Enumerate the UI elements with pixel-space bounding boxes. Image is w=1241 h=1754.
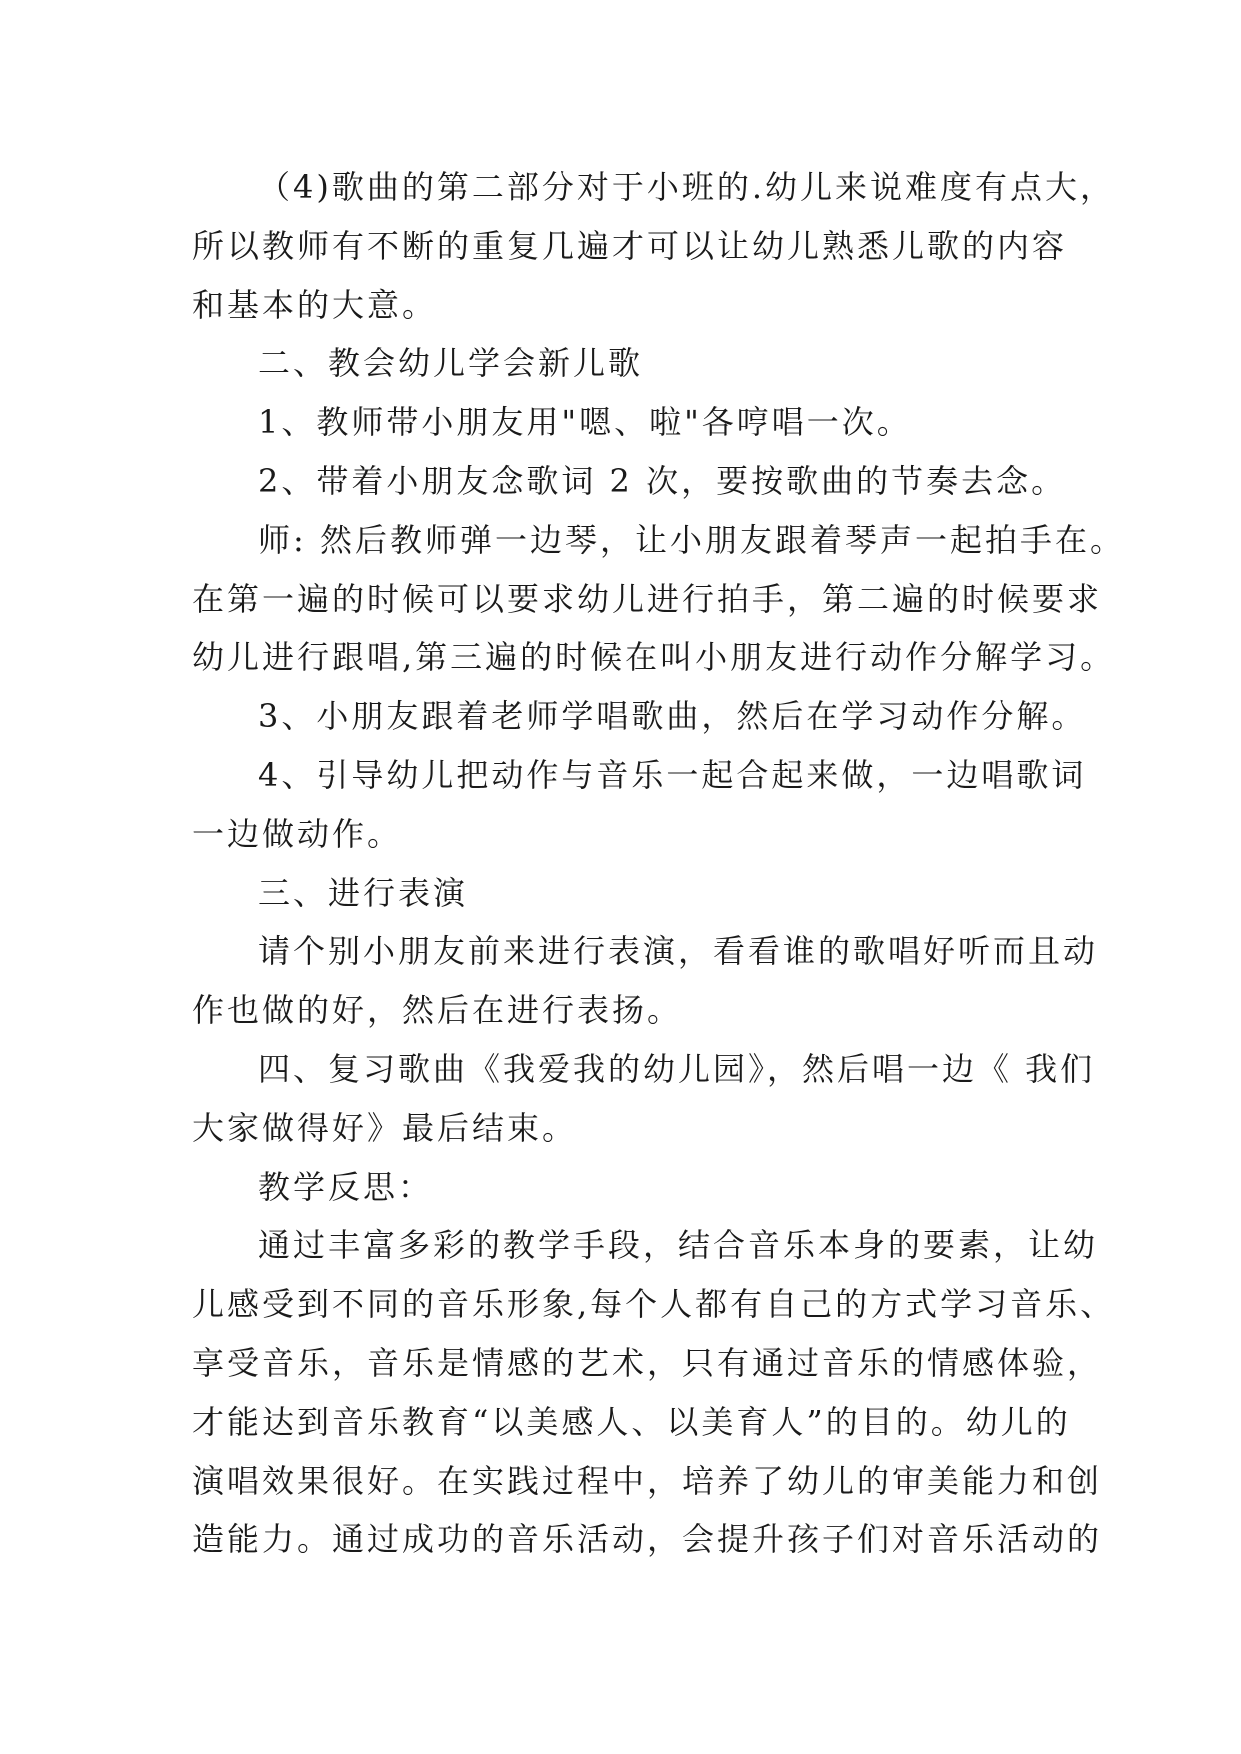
paragraph-line: 1、教师带小朋友用"嗯、啦"各哼唱一次。 (258, 403, 912, 442)
paragraph-line: （4)歌曲的第二部分对于小班的.幼儿来说难度有点大， (258, 168, 1116, 206)
section-heading: 二、教会幼儿学会新儿歌 (258, 344, 644, 383)
paragraph-line: 和基本的大意。 (192, 285, 438, 324)
paragraph-line: 幼儿进行跟唱,第三遍的时候在叫小朋友进行动作分解学习。 (192, 638, 1116, 677)
paragraph-line: 大家做得好》最后结束。 (192, 1108, 578, 1147)
paragraph-line: 在第一遍的时候可以要求幼儿进行拍手，第二遍的时候要求 (192, 579, 1103, 618)
document-body (192, 158, 1125, 1569)
paragraph-line: 2、带着小朋友念歌词 2 次，要按歌曲的节奏去念。 (258, 461, 1067, 500)
paragraph-line: 请个别小朋友前来进行表演，看看谁的歌唱好听而且动 (258, 932, 1099, 971)
paragraph-line: 通过丰富多彩的教学手段，结合音乐本身的要素，让幼 (258, 1226, 1099, 1265)
paragraph-line: 作也做的好，然后在进行表扬。 (192, 991, 683, 1030)
paragraph-line: 所以教师有不断的重复几遍才可以让幼儿熟悉儿歌的内容 (192, 226, 1068, 265)
paragraph-line: 4、引导幼儿把动作与音乐一起合起来做，一边唱歌词 (258, 755, 1087, 794)
paragraph-line: 演唱效果很好。在实践过程中，培养了幼儿的审美能力和创 (192, 1461, 1103, 1500)
paragraph-line: 3、小朋友跟着老师学唱歌曲，然后在学习动作分解。 (258, 697, 1087, 736)
paragraph-line: 才能达到音乐教育“以美感人、以美育人”的目的。幼儿的 (192, 1402, 1071, 1441)
paragraph-line: 造能力。通过成功的音乐活动，会提升孩子们对音乐活动的 (192, 1520, 1103, 1559)
paragraph-line: 一边做动作。 (192, 814, 403, 853)
paragraph-line: 师: 然后教师弹一边琴，让小朋友跟着琴声一起拍手在。 (258, 520, 1125, 559)
section-heading: 三、进行表演 (258, 873, 469, 912)
paragraph-line: 儿感受到不同的音乐形象,每个人都有自己的方式学习音乐、 (192, 1285, 1116, 1324)
section-heading: 四、复习歌曲《我爱我的幼儿园》，然后唱一边《 我们 (258, 1049, 1096, 1088)
section-heading: 教学反思： (258, 1167, 434, 1206)
paragraph-line: 享受音乐，音乐是情感的艺术，只有通过音乐的情感体验， (192, 1343, 1103, 1382)
